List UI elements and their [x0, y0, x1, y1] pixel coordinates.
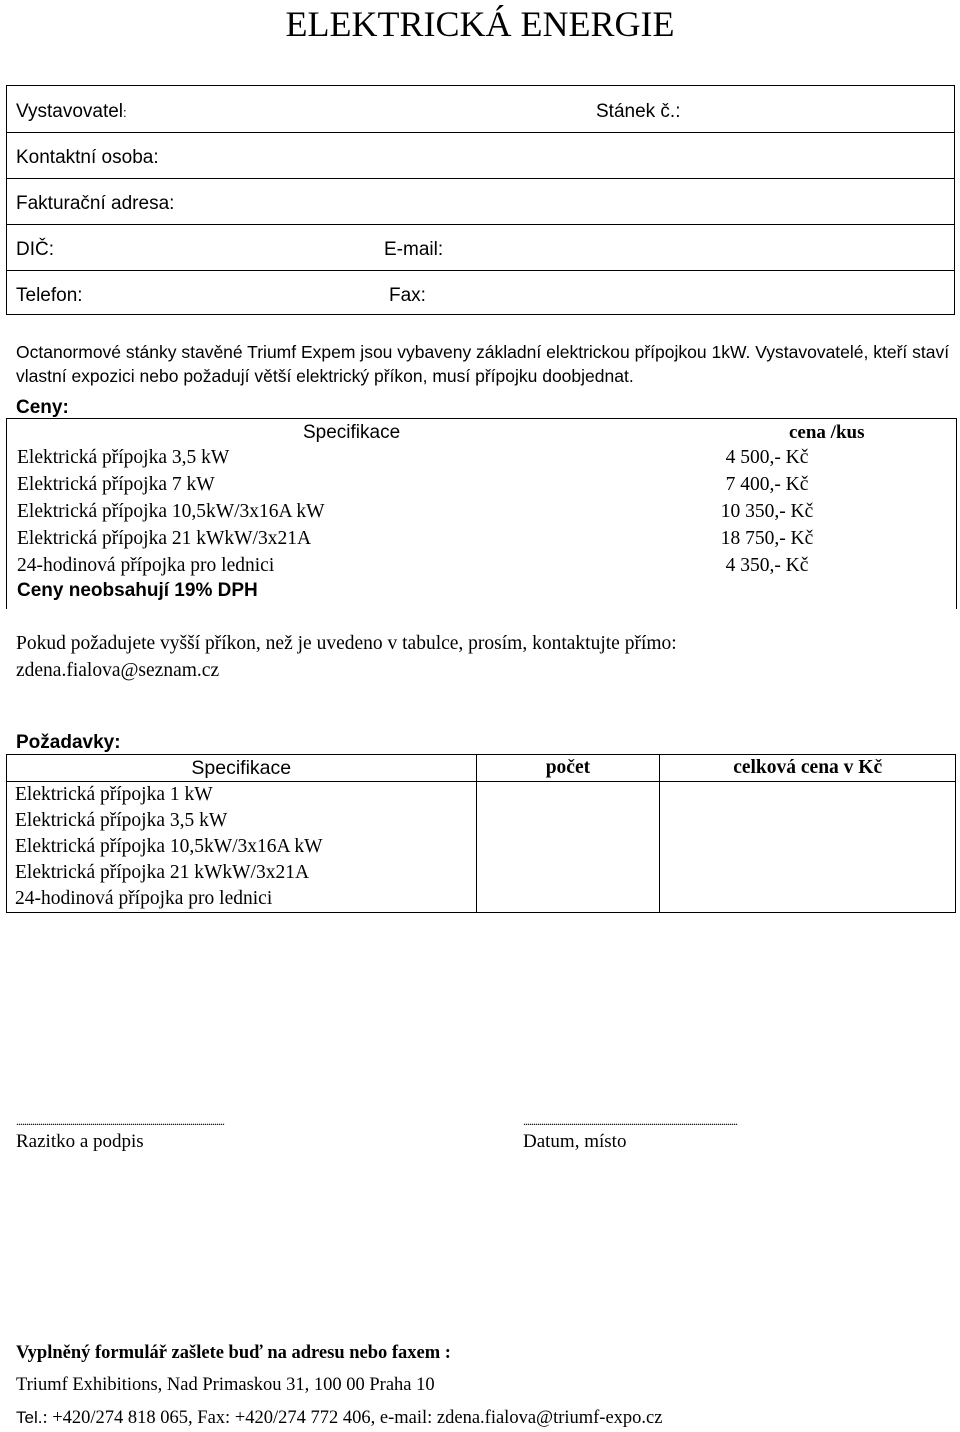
- contact-note-email: zdena.fialova@seznam.cz: [16, 660, 220, 681]
- price-row-spec: Elektrická přípojka 10,5kW/3x16A kW: [17, 501, 325, 522]
- req-col-spec: Specifikace: [7, 755, 477, 782]
- date-line: ...........................................................................................................: [523, 1114, 737, 1128]
- stamp-signature-label: Razitko a podpis: [16, 1131, 144, 1152]
- fax-label: Fax:: [389, 285, 426, 306]
- phone-label: Telefon:: [16, 285, 83, 306]
- table-row: [7, 834, 956, 860]
- price-row-spec: Elektrická přípojka 7 kW: [17, 474, 215, 495]
- exhibitor-info-box: [6, 85, 955, 315]
- price-row-value: 10 350,- Kč: [720, 501, 814, 522]
- stand-label: Stánek č.:: [596, 101, 681, 122]
- contact-person-label: Kontaktní osoba:: [16, 147, 159, 168]
- requirements-header-row: [7, 755, 956, 782]
- req-row-count-field[interactable]: [476, 834, 660, 860]
- req-row-total-field[interactable]: [660, 808, 956, 834]
- requirements-heading: Požadavky:: [16, 732, 121, 753]
- req-row-spec: Elektrická přípojka 1 kW: [7, 782, 477, 809]
- req-row-total-field[interactable]: [660, 782, 956, 809]
- vat-id-label: DIČ:: [16, 239, 54, 260]
- vat-note: Ceny neobsahují 19% DPH: [17, 580, 258, 601]
- table-row: [7, 808, 956, 834]
- req-row-spec: Elektrická přípojka 21 kWkW/3x21A: [7, 860, 477, 886]
- price-col-spec: Specifikace: [303, 422, 401, 443]
- req-row-total-field[interactable]: [660, 886, 956, 913]
- table-row: [7, 860, 956, 886]
- price-row-value: 4 350,- Kč: [725, 555, 809, 576]
- billing-address-label: Fakturační adresa:: [16, 193, 175, 214]
- price-row-spec: Elektrická přípojka 3,5 kW: [17, 447, 230, 468]
- req-row-spec: 24-hodinová přípojka pro lednici: [7, 886, 477, 913]
- price-row-value: 18 750,- Kč: [720, 528, 814, 549]
- req-row-count-field[interactable]: [476, 808, 660, 834]
- table-row: [7, 782, 956, 809]
- price-row-spec: Elektrická přípojka 21 kWkW/3x21A: [17, 528, 312, 549]
- contact-note-text: Pokud požadujete vyšší příkon, než je uvedeno v tabulce, prosím, kontaktujte přímo:: [16, 633, 677, 654]
- footer-contacts: [16, 1408, 662, 1429]
- req-row-total-field[interactable]: [660, 860, 956, 886]
- footer-contact-details: : +420/274 818 065, Fax: +420/274 772 406, e-mail: zdena.fialova@triumf-expo.cz: [42, 1408, 663, 1428]
- phone-fax-row: [7, 270, 954, 316]
- req-row-total-field[interactable]: [660, 834, 956, 860]
- req-row-count-field[interactable]: [476, 860, 660, 886]
- footer-instruction: Vyplněný formulář zašlete buď na adresu nebo faxem :: [16, 1343, 451, 1363]
- page-title: ELEKTRICKÁ ENERGIE: [285, 4, 675, 44]
- req-row-spec: Elektrická přípojka 3,5 kW: [7, 808, 477, 834]
- req-row-spec: Elektrická přípojka 10,5kW/3x16A kW: [7, 834, 477, 860]
- price-row-value: 7 400,- Kč: [725, 474, 809, 495]
- req-col-total: celková cena v Kč: [660, 755, 956, 782]
- email-label: E-mail:: [384, 239, 444, 260]
- table-row: [7, 886, 956, 913]
- vat-email-row: [7, 224, 954, 271]
- price-col-price: cena /kus: [789, 422, 865, 443]
- intro-text: Octanormové stánky stavěné Triumf Expem jsou vybaveny základní elektrickou přípojkou 1kW. Vystavovatelé, kteří staví vlastní expozici nebo požadují větší elektrický příkon, musí přípojku doobjednat.: [16, 342, 950, 386]
- contact-note: [16, 630, 946, 684]
- footer-address: Triumf Exhibitions, Nad Primaskou 31, 100 00 Praha 10: [16, 1375, 435, 1395]
- price-row-spec: 24-hodinová přípojka pro lednici: [17, 555, 275, 576]
- req-col-count: počet: [476, 755, 660, 782]
- req-row-count-field[interactable]: [476, 886, 660, 913]
- billing-row: [7, 178, 954, 225]
- price-row-value: 4 500,- Kč: [725, 447, 809, 468]
- price-list: [6, 418, 957, 609]
- req-row-count-field[interactable]: [476, 782, 660, 809]
- date-place-label: Datum, místo: [523, 1131, 627, 1152]
- requirements-table: [6, 754, 956, 913]
- contact-row: [7, 132, 954, 179]
- exhibitor-row: [7, 86, 954, 133]
- prices-heading: Ceny:: [16, 397, 69, 418]
- signature-line: ........................................................................................................: [16, 1114, 224, 1128]
- exhibitor-label: Vystavovatel:: [16, 101, 127, 122]
- footer-tel-prefix: Tel.: [16, 1408, 43, 1427]
